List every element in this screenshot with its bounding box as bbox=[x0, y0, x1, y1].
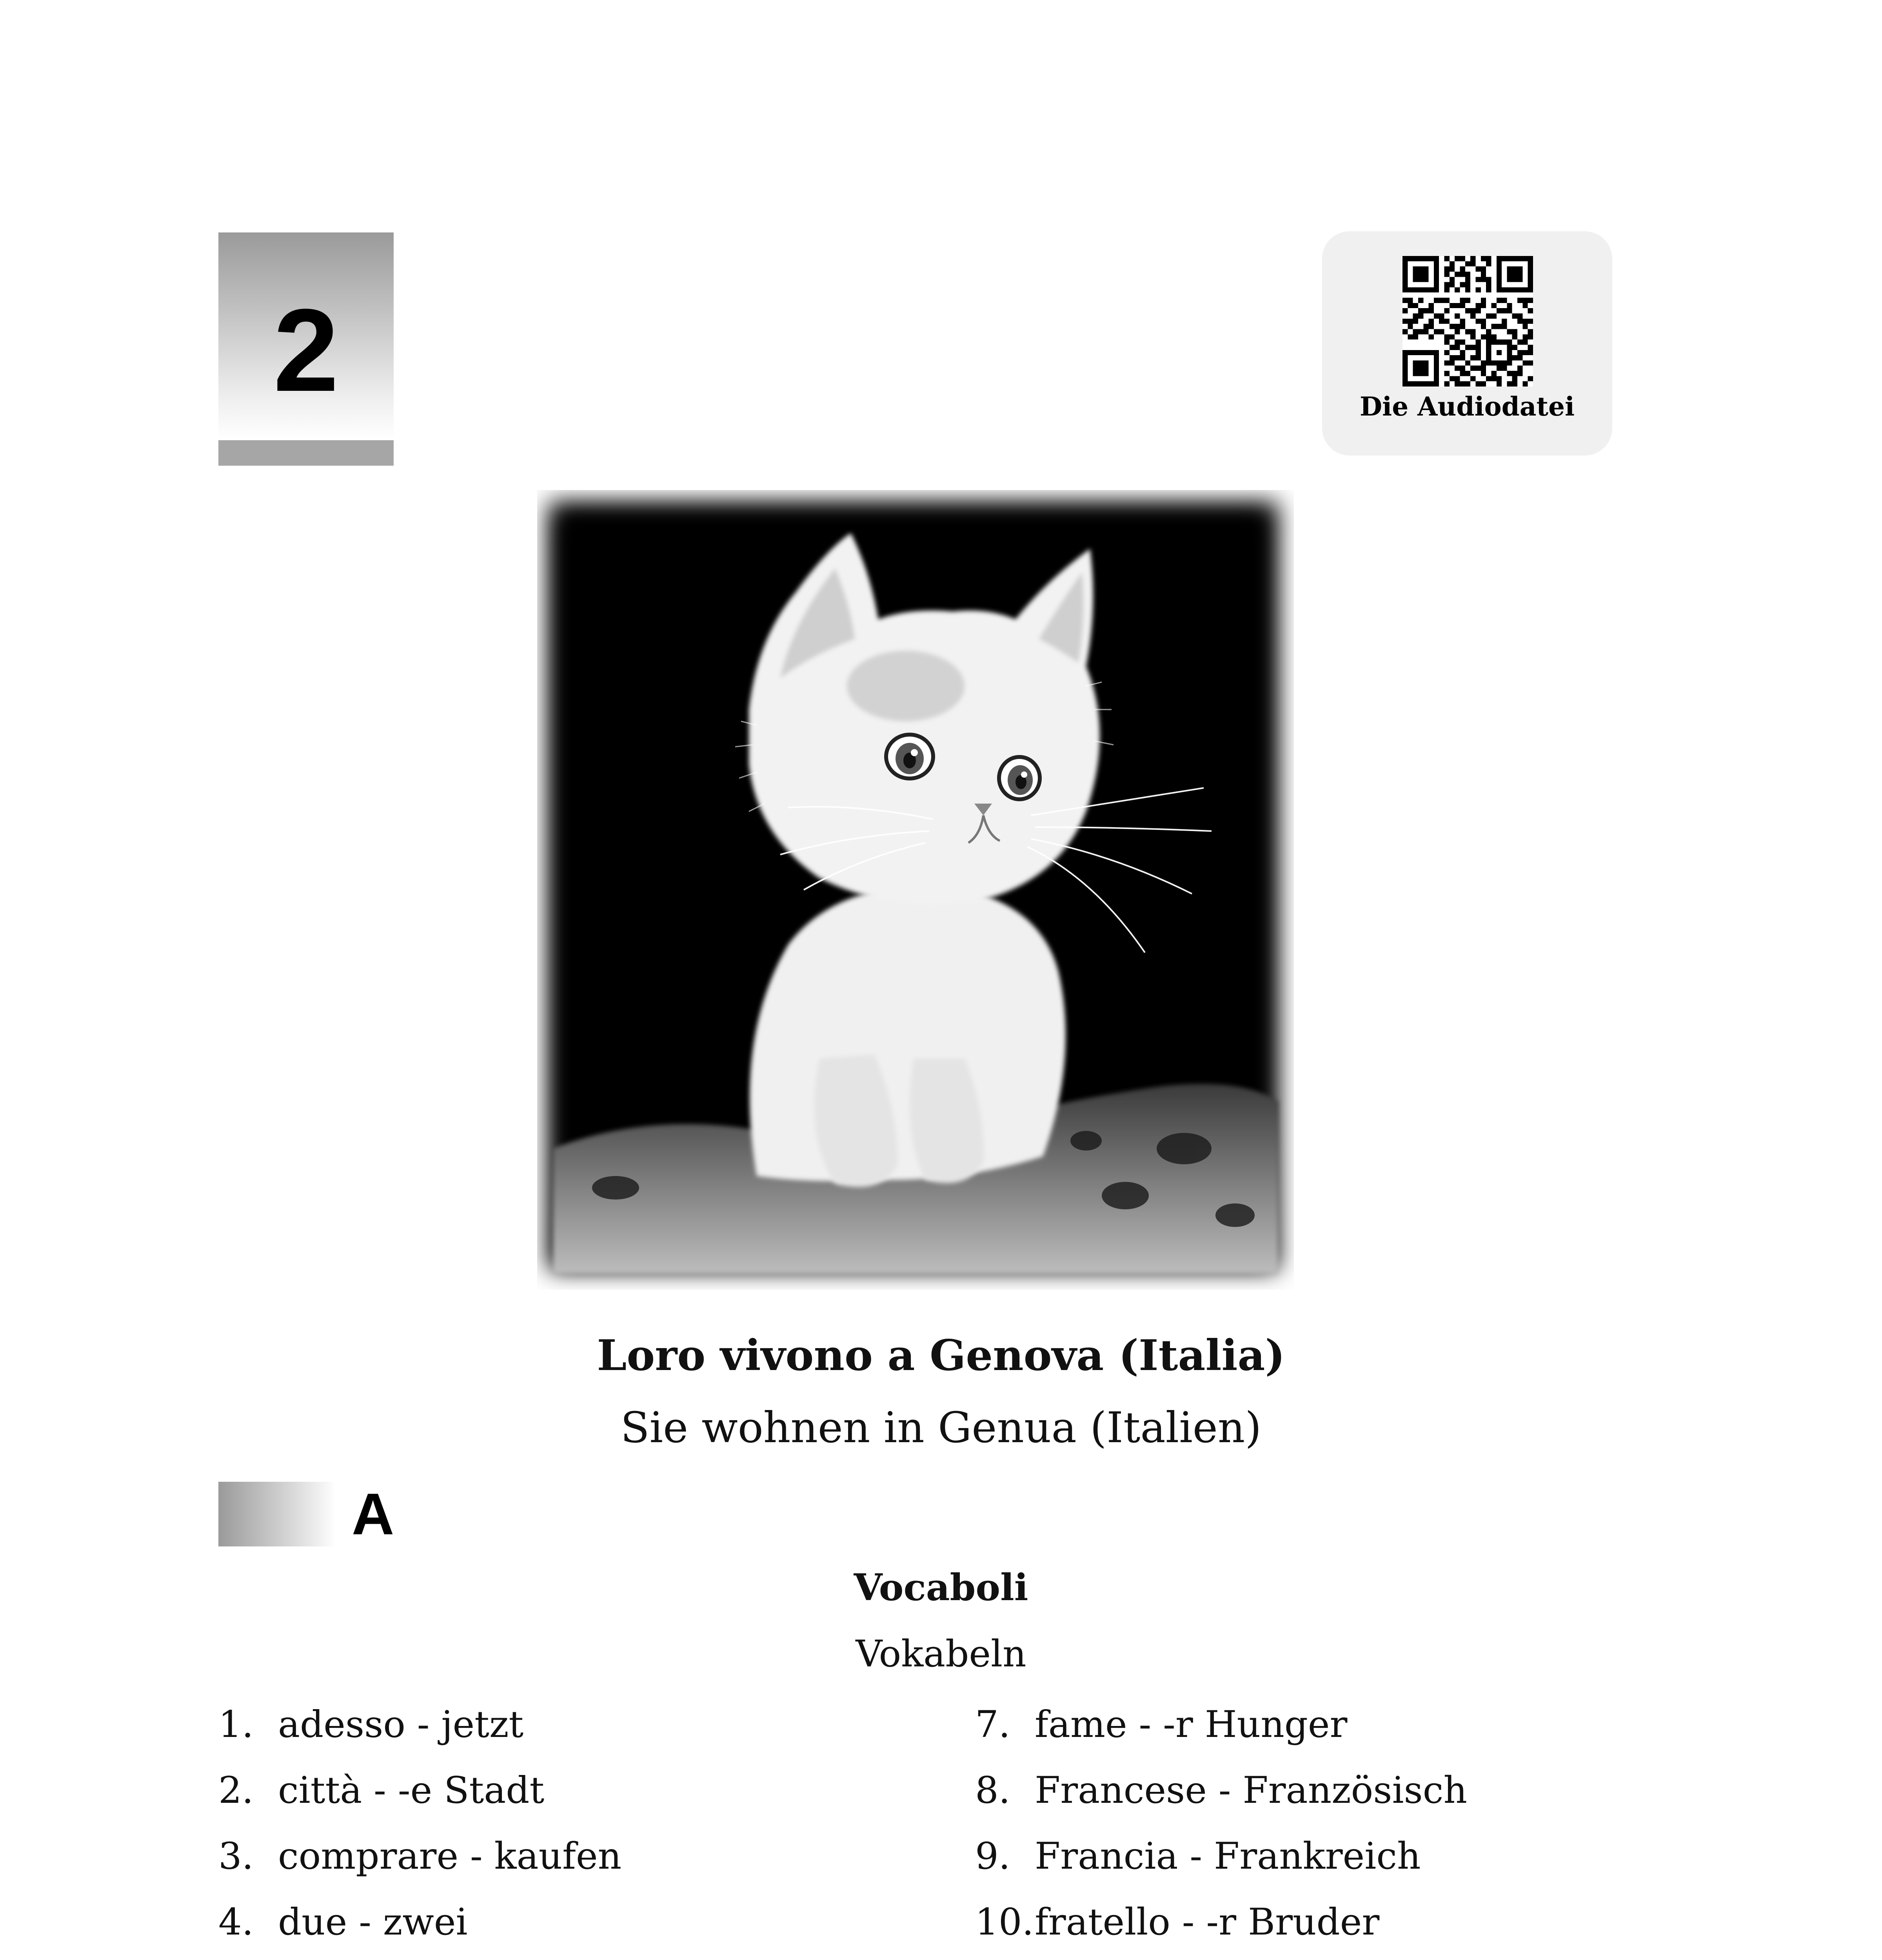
vocab-number: 4. bbox=[218, 1901, 254, 1944]
vocab-number: 3. bbox=[218, 1835, 254, 1878]
vocab-number: 1. bbox=[218, 1703, 254, 1746]
vocab-item bbox=[975, 1767, 1467, 1833]
vocab-number: 9. bbox=[975, 1835, 1010, 1878]
section-letter: A bbox=[352, 1481, 394, 1547]
kitten-illustration bbox=[537, 490, 1294, 1290]
vocab-entry: comprare - kaufen bbox=[278, 1835, 622, 1878]
vocab-entry: fame - -r Hunger bbox=[1035, 1703, 1348, 1746]
vocab-heading-german: Vokabeln bbox=[856, 1633, 1026, 1675]
vocab-list-left bbox=[218, 1701, 813, 1960]
chapter-tab-bar bbox=[218, 440, 394, 466]
vocab-number: 7. bbox=[975, 1703, 1010, 1746]
qr-code-icon[interactable] bbox=[1402, 256, 1533, 387]
section-tab bbox=[218, 1481, 394, 1547]
audio-file-box[interactable] bbox=[1322, 231, 1612, 456]
vocab-entry: Francia - Frankreich bbox=[1035, 1835, 1421, 1878]
vocab-entry: fratello - -r Bruder bbox=[1035, 1901, 1380, 1944]
vocab-item bbox=[975, 1701, 1467, 1767]
vocab-item bbox=[975, 1833, 1467, 1899]
vocab-heading-italian: Vocaboli bbox=[854, 1566, 1028, 1609]
lesson-title-german: Sie wohnen in Genua (Italien) bbox=[620, 1403, 1262, 1452]
vocab-number: 10. bbox=[975, 1901, 1034, 1944]
vocab-item bbox=[218, 1767, 813, 1833]
vocab-item bbox=[218, 1899, 813, 1960]
vocab-item bbox=[218, 1701, 813, 1767]
vocab-item bbox=[975, 1899, 1467, 1960]
vocab-entry: adesso - jetzt bbox=[278, 1703, 524, 1746]
vocab-number: 8. bbox=[975, 1769, 1010, 1812]
lesson-title-italian: Loro vivono a Genova (Italia) bbox=[597, 1331, 1285, 1380]
vocab-entry: Francese - Französisch bbox=[1035, 1769, 1467, 1812]
vocab-list-right bbox=[975, 1701, 1467, 1960]
vocab-number: 2. bbox=[218, 1769, 254, 1812]
vocab-entry: due - zwei bbox=[278, 1901, 468, 1944]
vocab-item bbox=[218, 1833, 813, 1899]
vocab-entry: città - -e Stadt bbox=[278, 1769, 545, 1812]
audio-file-label[interactable]: Die Audiodatei bbox=[1359, 391, 1575, 422]
chapter-number: 2 bbox=[273, 284, 339, 416]
chapter-tab bbox=[218, 232, 394, 466]
